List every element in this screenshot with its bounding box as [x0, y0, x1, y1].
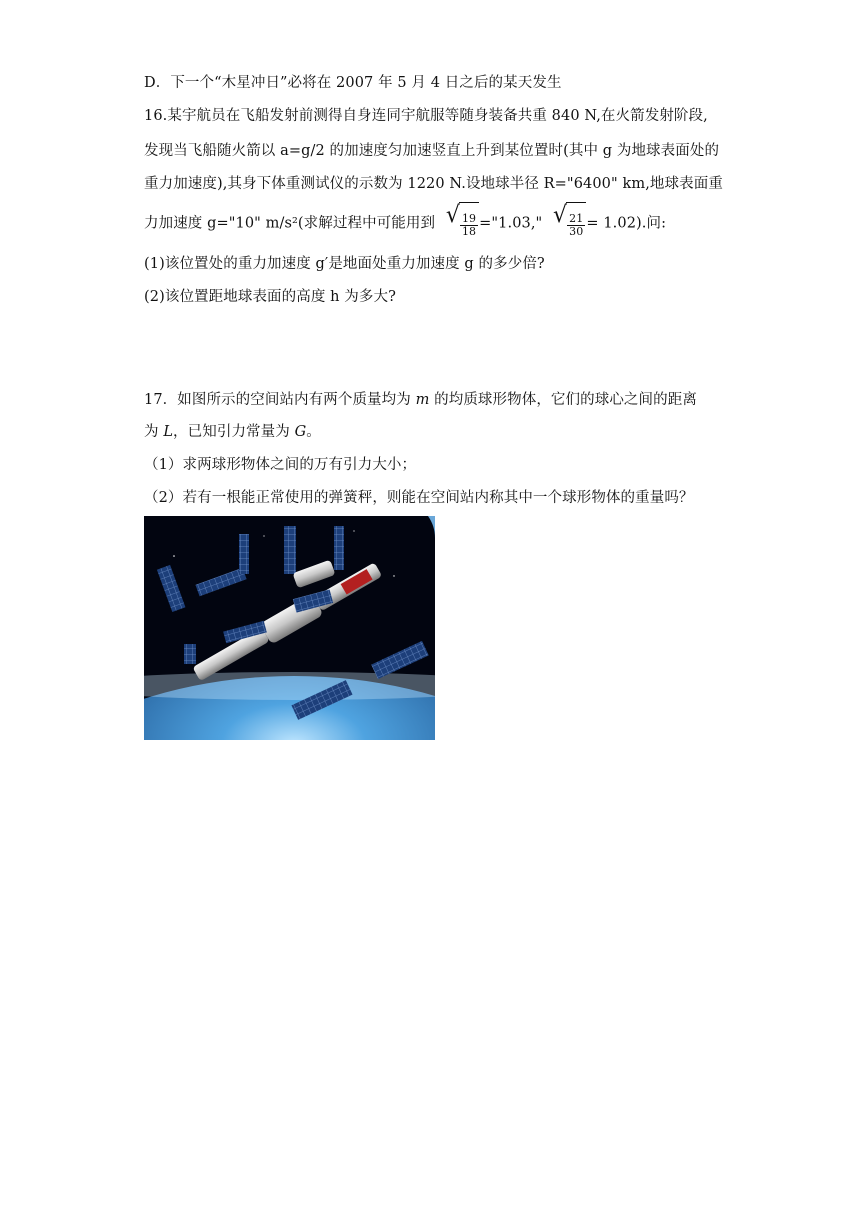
sqrt-21-30: √ $\frac{21}{30}$	[553, 202, 586, 245]
fraction-21-30	[567, 213, 585, 238]
var-L: L	[163, 424, 174, 440]
q16-line-4-text: 力加速度 g="10" m/s²(求解过程中可能用到	[144, 215, 436, 232]
q16-sub-2: (2)该位置距地球表面的高度 h 为多大?	[144, 289, 396, 305]
q17-line-1-post: 的均质球形物体，它们的球心之间的距离	[429, 392, 697, 408]
q16-eq-1: ="1.03,"	[479, 215, 543, 232]
denominator: 30	[569, 224, 584, 238]
fraction-19-18	[460, 213, 478, 238]
var-m: m	[415, 392, 430, 408]
q17-line-2	[144, 422, 321, 442]
q15-option-d: D．下一个“木星冲日”必将在 2007 年 5 月 4 日之后的某天发生	[144, 75, 562, 91]
q16-line-4	[144, 202, 666, 245]
q17-line-2-pre: 为	[144, 424, 164, 440]
space-station-image	[144, 516, 435, 740]
q16-eq-2: = 1.02).问:	[586, 215, 667, 232]
q17-line-1	[144, 390, 697, 410]
q17-line-2-mid: ，已知引力常量为	[173, 424, 295, 440]
sqrt-19-18: √ $\frac{19}{18}$	[446, 202, 479, 245]
q17-line-1-pre: 17．如图所示的空间站内有两个质量均为	[144, 392, 416, 408]
q17-sub-2: （2）若有一根能正常使用的弹簧秤，则能在空间站内称其中一个球形物体的重量吗？	[144, 490, 694, 506]
space-station-illustration	[144, 516, 435, 740]
denominator: 18	[461, 224, 477, 238]
q17-line-2-post: 。	[306, 424, 321, 440]
var-G: G	[294, 424, 307, 440]
q16-line-1: 16.某宇航员在飞船发射前测得自身连同宇航服等随身装备共重 840 N,在火箭发射阶段,	[144, 108, 708, 124]
numerator: 21	[569, 211, 584, 225]
q16-sub-1: (1)该位置处的重力加速度 g′是地面处重力加速度 g 的多少倍?	[144, 256, 545, 272]
q17-sub-1: （1）求两球形物体之间的万有引力大小；	[144, 457, 417, 473]
q16-line-3: 重力加速度),其身下体重测试仪的示数为 1220 N.设地球半径 R="6400" km,地球表面重	[144, 176, 723, 192]
q16-line-2: 发现当飞船随火箭以 a=g/2 的加速度匀加速竖直上升到某位置时(其中 g 为地球表面处的	[144, 143, 720, 159]
numerator: 19	[461, 211, 477, 225]
